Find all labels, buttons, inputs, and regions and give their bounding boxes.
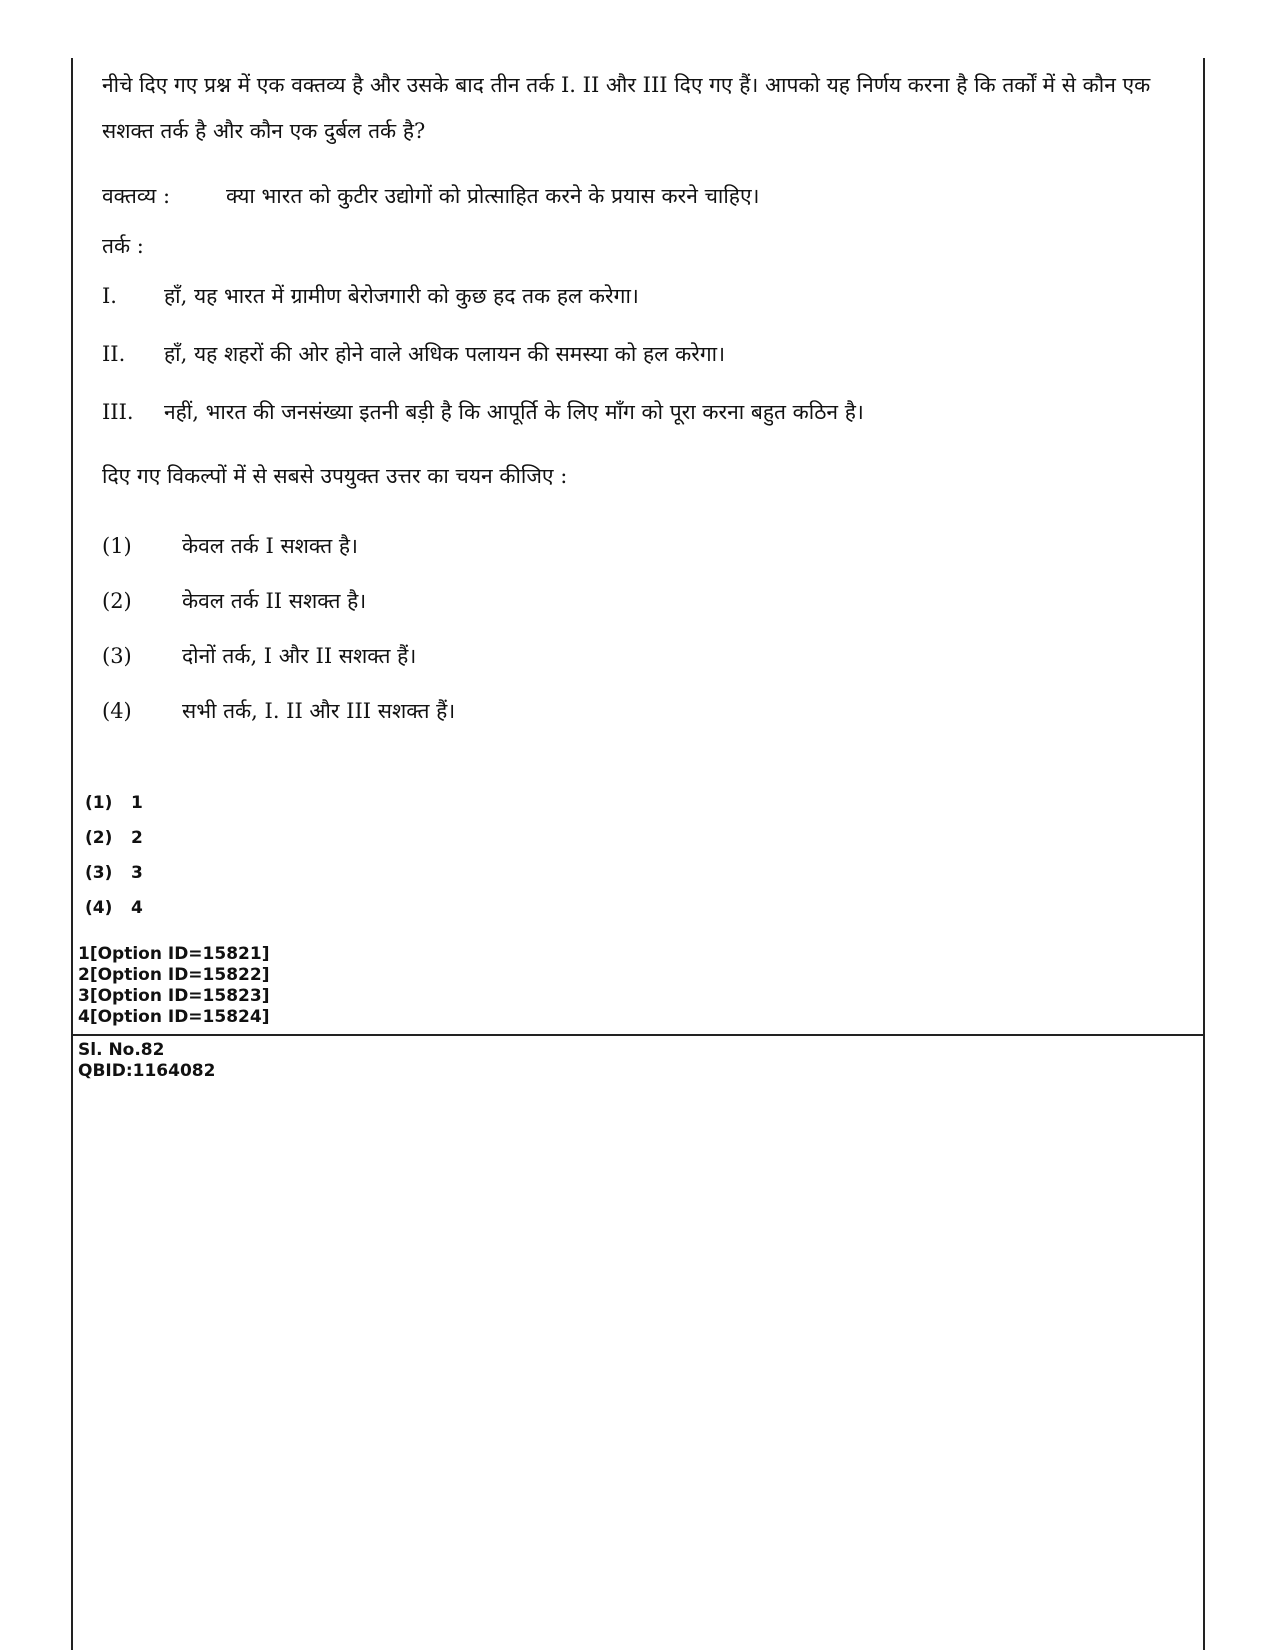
choice-text: केवल तर्क II सशक्त है। — [182, 588, 367, 613]
option-id: 3[Option ID=15823] — [78, 986, 270, 1006]
argument-item — [102, 274, 1187, 318]
argument-number: III. — [102, 400, 134, 424]
argument-item — [102, 390, 1187, 434]
statement-label: वक्तव्य : — [102, 184, 171, 208]
answer-option-value: 3 — [131, 862, 143, 883]
argument-text: हाँ, यह भारत में ग्रामीण बेरोजगारी को कुछ हद तक हल करेगा। — [164, 284, 639, 308]
right-border — [1203, 58, 1205, 1650]
choice-text: सभी तर्क, I. II और III सशक्त हैं। — [182, 698, 456, 723]
left-border — [71, 58, 73, 1650]
choice-list — [102, 518, 1187, 738]
choice-item — [102, 518, 1187, 573]
option-id-list — [78, 944, 269, 1028]
choice-text: केवल तर्क I सशक्त है। — [182, 533, 358, 558]
answer-option-number: (4) — [85, 897, 113, 918]
argument-text: नहीं, भारत की जनसंख्या इतनी बड़ी है कि आपूर्ति के लिए माँग को पूरा करना बहुत कठिन है। — [164, 400, 864, 424]
choice-number: (2) — [102, 588, 132, 613]
choice-item — [102, 573, 1187, 628]
next-question-meta — [78, 1040, 215, 1082]
serial-number: Sl. No.82 — [78, 1040, 165, 1060]
choice-number: (4) — [102, 698, 132, 723]
question-block — [102, 62, 1187, 738]
statement-row — [102, 182, 1187, 210]
argument-number: I. — [102, 284, 117, 308]
argument-text: हाँ, यह शहरों की ओर होने वाले अधिक पलायन की समस्या को हल करेगा। — [164, 342, 726, 366]
answer-option[interactable] — [85, 820, 143, 855]
answer-option[interactable] — [85, 890, 143, 925]
answer-options — [85, 785, 143, 925]
argument-number: II. — [102, 342, 126, 366]
option-id: 4[Option ID=15824] — [78, 1007, 270, 1027]
question-intro: नीचे दिए गए प्रश्न में एक वक्तव्य है और उसके बाद तीन तर्क I. II और III दिए गए हैं। आपको यह निर्णय करना है कि तर्कों में से कौन एक सशक्त तर्क है और कौन एक दुर्बल तर्क है? — [102, 73, 1151, 143]
choice-item — [102, 628, 1187, 683]
arguments-label: तर्क : — [102, 234, 144, 258]
option-id: 1[Option ID=15821] — [78, 944, 270, 964]
qbid: QBID:1164082 — [78, 1061, 216, 1081]
answer-option-number: (1) — [85, 792, 113, 813]
answer-option-value: 4 — [131, 897, 143, 918]
choice-text: दोनों तर्क, I और II सशक्त हैं। — [182, 643, 417, 668]
argument-item — [102, 332, 1187, 376]
answer-option-value: 2 — [131, 827, 143, 848]
answer-option[interactable] — [85, 855, 143, 890]
choice-number: (3) — [102, 643, 132, 668]
choice-number: (1) — [102, 533, 132, 558]
answer-option[interactable] — [85, 785, 143, 820]
answer-option-number: (2) — [85, 827, 113, 848]
option-id: 2[Option ID=15822] — [78, 965, 270, 985]
choice-item — [102, 683, 1187, 738]
answer-option-value: 1 — [131, 792, 143, 813]
statement-text: क्या भारत को कुटीर उद्योगों को प्रोत्साहित करने के प्रयास करने चाहिए। — [226, 184, 760, 208]
answer-option-number: (3) — [85, 862, 113, 883]
instruction-text: दिए गए विकल्पों में से सबसे उपयुक्त उत्तर का चयन कीजिए : — [102, 464, 568, 488]
question-divider — [71, 1034, 1205, 1036]
